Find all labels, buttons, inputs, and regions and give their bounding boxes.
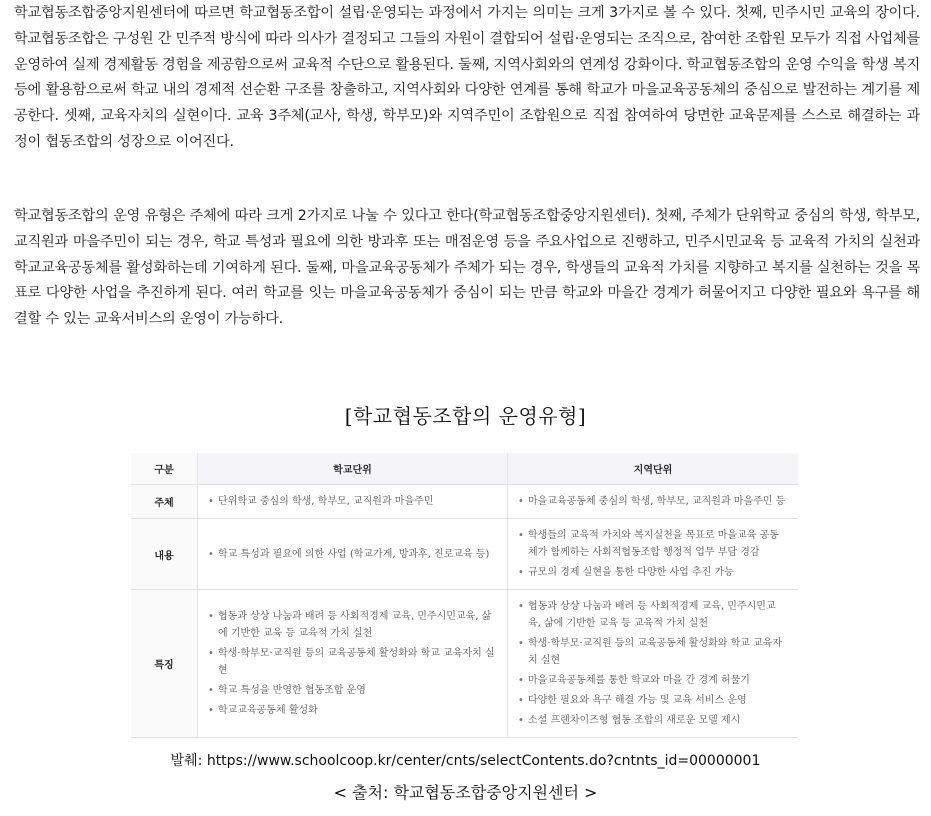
list-item: • 다양한 필요와 욕구 해결 가능 및 교육 서비스 운영 bbox=[518, 692, 788, 709]
excerpt-url: 발췌: https://www.schoolcoop.kr/center/cnts/selectContents.do?cntnts_id=00000001 bbox=[170, 753, 761, 769]
operation-type-table bbox=[131, 453, 798, 738]
list-item: • 협동과 상상 나눔과 배려 등 사회적경제 교육, 민주시민교육, 삶에 기반한 교육 등 교육적 가치 실천 bbox=[518, 598, 788, 632]
source-caption: < 출처: 학교협동조합중앙지원센터 > bbox=[333, 783, 598, 802]
list-item: • 단위학교 중심의 학생, 학부모, 교직원과 마을주민 bbox=[208, 493, 497, 510]
list-item: • 학교교육공동체 활성화 bbox=[208, 702, 497, 719]
cell-region bbox=[508, 519, 799, 590]
list-item: • 규모의 경제 실현을 통한 다양한 사업 추진 가능 bbox=[518, 564, 788, 581]
header-category: 구분 bbox=[131, 453, 198, 485]
paragraph-meaning: 학교협동조합중앙지원센터에 따르면 학교협동조합이 설립·운영되는 과정에서 가지는 의미는 크게 3가지로 볼 수 있다. 첫째, 민주시민 교육의 장이다. 학교협동조합은 구성원 간 민주적 방식에 따라 의사가 결정되고 그들의 자원이 결합되어 설립·운영되는 조직으로, 참여한 조합원 모두가 직접 사업체를 운영하여 실제 경제활동 경험을 제공함으로써 교육적 수단으로 활용된다. 둘째, 지역사회와의 연계성 강화이다. 학교협동조합의 운영 수익을 학생 복지 등에 활용함으로써 학교 내의 경제적 선순환 구조를 창출하고, 지역사회와 다양한 연계를 통해 학교가 마을교육공동체의 중심으로 발전하는 계기를 제공한다. 셋째, 교육자치의 실현이다. 교육 3주체(교사, 학생, 학부모)와 지역주민이 조합원으로 직접 참여하여 당면한 교육문제를 스스로 해결하는 과정이 협동조합의 성장으로 이어진다. bbox=[14, 5, 920, 150]
list-item: • 학교 특성과 필요에 의한 사업 (학교가게, 방과후, 진로교육 등) bbox=[208, 546, 497, 563]
row-label: 특징 bbox=[131, 590, 198, 738]
row-label: 주체 bbox=[131, 485, 198, 519]
cell-region bbox=[508, 590, 799, 738]
row-label: 내용 bbox=[131, 519, 198, 590]
table-row bbox=[131, 519, 798, 590]
cell-school bbox=[198, 519, 508, 590]
list-item: • 협동과 상상 나눔과 배려 등 사회적경제 교육, 민주시민교육, 삶에 기반한 교육 등 교육적 가치 실천 bbox=[208, 608, 497, 642]
list-item: • 학생·학부모·교직원 등의 교육공동체 활성화와 학교 교육자치 실현 bbox=[518, 635, 788, 669]
paragraph-operation-types: 학교협동조합의 운영 유형은 주체에 따라 크게 2가지로 나눌 수 있다고 한다(학교협동조합중앙지원센터). 첫째, 주체가 단위학교 중심의 학생, 학부모, 교직원과 마을주민이 되는 경우, 학교 특성과 필요에 의한 방과후 또는 매점운영 등을 주요사업으로 진행하고, 민주시민교육 등 교육적 가치의 실천과 학교교육공동체를 활성화하는데 기여하게 된다. 둘째, 마을교육공동체가 주체가 되는 경우, 학생들의 교육적 가치를 지향하고 복지를 실천하는 것을 목표로 다양한 사업을 추진하게 된다. 여러 학교를 잇는 마을교육공동체가 중심이 되는 만큼 학교와 마을간 경계가 허물어지고 다양한 필요와 욕구를 해결할 수 있는 교육서비스의 운영이 가능하다. bbox=[14, 208, 920, 328]
cell-school bbox=[198, 590, 508, 738]
list-item: • 학교 특성을 반영한 협동조합 운영 bbox=[208, 682, 497, 699]
list-item: • 소셜 프랜차이즈형 협동 조합의 새로운 모델 제시 bbox=[518, 712, 788, 729]
list-item: • 마을교육공동체 중심의 학생, 학부모, 교직원과 마을주민 등 bbox=[518, 493, 788, 510]
figure-title: [학교협동조합의 운영유형] bbox=[344, 404, 587, 428]
table-row bbox=[131, 590, 798, 738]
table-header-row bbox=[131, 453, 798, 485]
list-item: • 학생들의 교육적 가치와 복지실천을 목표로 마을교육 공동체가 함께하는 사회적협동조합 행정적 업무 부담 경감 bbox=[518, 527, 788, 561]
list-item: • 학생·학부모·교직원 등의 교육공동체 활성화와 학교 교육자치 실현 bbox=[208, 645, 497, 679]
cell-school bbox=[198, 485, 508, 519]
table-row bbox=[131, 485, 798, 519]
cell-region bbox=[508, 485, 799, 519]
list-item: • 마을교육공동체를 통한 학교와 마을 간 경계 허물기 bbox=[518, 672, 788, 689]
header-school-unit: 학교단위 bbox=[198, 453, 508, 485]
header-region-unit: 지역단위 bbox=[508, 453, 799, 485]
